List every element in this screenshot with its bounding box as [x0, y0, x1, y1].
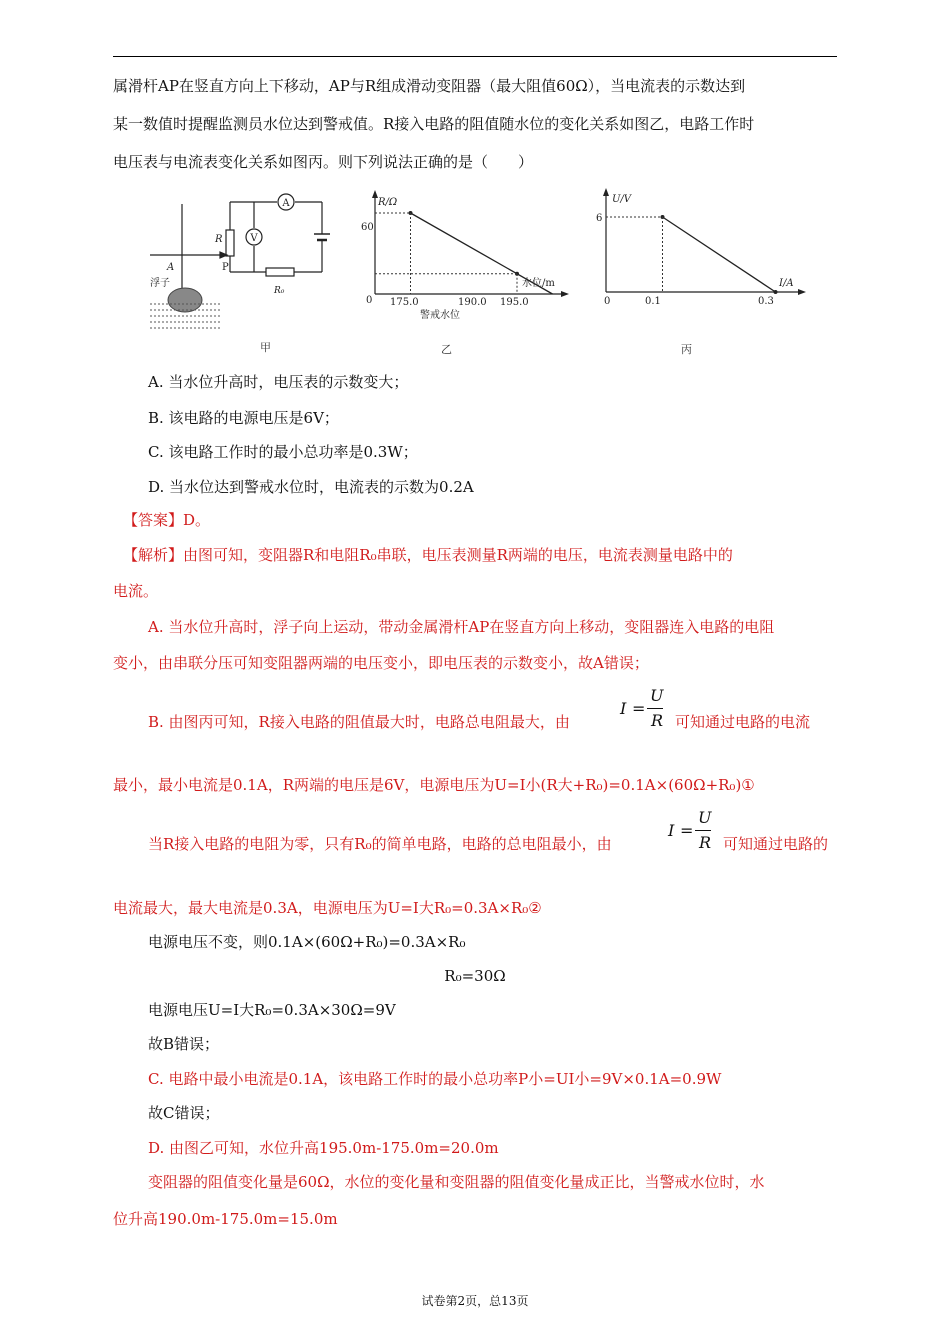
svg-text:V: V [250, 233, 258, 244]
analysis-b-line-1b: 可知通过电路的电流 [675, 713, 811, 731]
analysis-d-line-2: 变阻器的阻值变化量是60Ω，水位的变化量和变阻器的阻值变化量成正比，当警戒水位时，水 [148, 1173, 765, 1191]
svg-text:R: R [215, 234, 223, 245]
calc-line-4: 故B错误； [148, 1035, 220, 1053]
answer: 【答案】D。 [123, 511, 211, 529]
option-d: D. 当水位达到警戒水位时，电流表的示数为0.2A [148, 478, 474, 496]
calc-line-2: R₀=30Ω [444, 967, 506, 985]
yi-warning-label: 警戒水位 [420, 310, 460, 321]
formula-ohm-1: I = U R [620, 686, 664, 730]
analysis-b-line-3a: 当R接入电路的电阻为零，只有R₀的简单电路，电路的总电阻最小，由 [148, 835, 612, 853]
figure-jia-caption: 甲 [260, 341, 271, 354]
option-b: B. 该电路的电源电压是6V； [148, 409, 339, 427]
figure-yi-chart [358, 190, 573, 350]
bing-ytick-6: 6 [596, 213, 603, 224]
question-line-1: 属滑杆AP在竖直方向上下移动，AP与R组成滑动变阻器（最大阻值60Ω），当电流表的示数达到 [113, 77, 746, 95]
question-line-2: 某一数值时提醒监测员水位达到警戒值。R接入电路的阻值随水位的变化关系如图乙，电路工作时 [113, 115, 755, 133]
analysis-d-line-1: D. 由图乙可知，水位升高195.0m-175.0m=20.0m [148, 1139, 499, 1157]
yi-ytick-60: 60 [361, 222, 374, 233]
option-a: A. 当水位升高时，电压表的示数变大； [148, 373, 409, 391]
variable-resistor [226, 230, 234, 256]
yi-xlabel: 水位/m [522, 278, 555, 289]
analysis-line-2: 电流。 [113, 582, 159, 600]
svg-text:浮子: 浮子 [150, 278, 170, 289]
question-line-3: 电压表与电流表变化关系如图丙。则下列说法正确的是（ ） [113, 153, 534, 171]
yi-origin: 0 [366, 295, 373, 306]
header-rule [113, 56, 837, 57]
analysis-line-1: 【解析】由图可知，变阻器R和电阻R₀串联，电压表测量R两端的电压，电流表测量电路中的 [123, 546, 733, 564]
analysis-c-line: C. 电路中最小电流是0.1A，该电路工作时的最小总功率P小=UI小=9V×0.1A=0.9W [148, 1070, 722, 1088]
bing-xlabel: I/A [779, 278, 794, 289]
bing-series-line [663, 217, 776, 292]
bing-origin: 0 [604, 296, 611, 307]
bing-ylabel: U/V [612, 194, 632, 205]
svg-text:A: A [167, 262, 175, 273]
analysis-d-line-3: 位升高190.0m-175.0m=15.0m [113, 1210, 338, 1228]
page-footer: 试卷第2页，总13页 [421, 1294, 529, 1308]
figure-jia-circuit [140, 190, 340, 360]
option-c: C. 该电路工作时的最小总功率是0.3W； [148, 443, 418, 461]
analysis-b-line-2: 最小，最小电流是0.1A，R两端的电压是6V，电源电压为U=I小(R大+R₀)=0.1A×(60Ω+R₀)① [113, 776, 755, 794]
calc-line-3: 电源电压U=I大R₀=0.3A×30Ω=9V [148, 1001, 396, 1019]
figure-yi-caption: 乙 [441, 343, 452, 356]
svg-text:R₀: R₀ [274, 286, 285, 296]
figure-bing-chart [588, 186, 808, 346]
svg-text:P: P [222, 262, 229, 273]
analysis-b-line-4: 电流最大，最大电流是0.3A，电源电压为U=I大R₀=0.3A×R₀② [113, 899, 542, 917]
analysis-b-line-1a: B. 由图丙可知，R接入电路的阻值最大时，电路总电阻最大，由 [148, 713, 570, 731]
calc-line-1: 电源电压不变，则0.1A×(60Ω+R₀)=0.3A×R₀ [148, 933, 466, 951]
formula-ohm-2: I = U R [668, 808, 712, 852]
bing-xtick-01: 0.1 [645, 296, 661, 307]
yi-ylabel: R/Ω [378, 197, 398, 208]
analysis-a-line-2: 变小，由串联分压可知变阻器两端的电压变小，即电压表的示数变小，故A错误； [113, 654, 649, 672]
float [168, 288, 202, 312]
svg-text:A: A [282, 198, 290, 209]
resistor-r0 [266, 268, 294, 276]
yi-xtick-175: 175.0 [390, 297, 419, 308]
figure-bing-caption: 丙 [681, 343, 692, 356]
yi-xtick-190: 190.0 [458, 297, 487, 308]
bing-point-end [774, 290, 778, 294]
calc-line-5: 故C错误； [148, 1104, 220, 1122]
analysis-b-line-3b: 可知通过电路的 [723, 835, 829, 853]
yi-xtick-195: 195.0 [500, 297, 529, 308]
bing-xtick-03: 0.3 [758, 296, 774, 307]
analysis-a-line-1: A. 当水位升高时，浮子向上运动，带动金属滑杆AP在竖直方向上移动，变阻器连入电路的电阻 [148, 618, 775, 636]
